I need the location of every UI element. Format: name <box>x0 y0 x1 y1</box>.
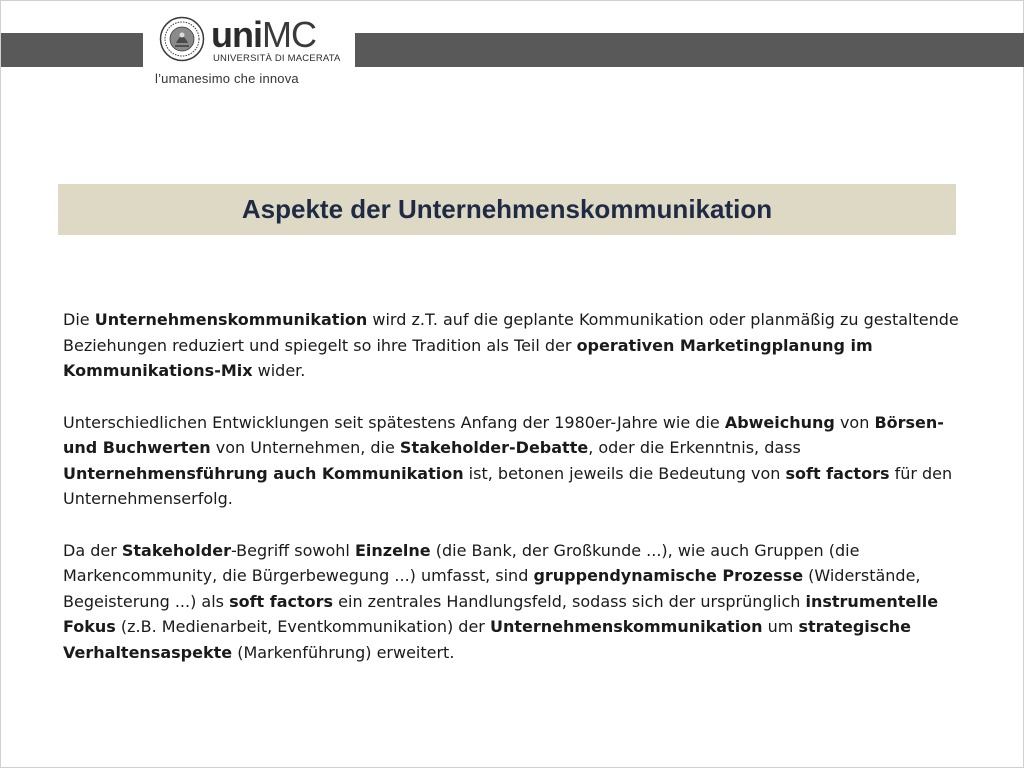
body-text: wider. <box>252 361 306 380</box>
body-text: (die Bank, der Großkunde ...), wie auch Gruppen (die Markencommunity, die Bürgerbewegung ...) umfasst, sind <box>63 540 860 585</box>
logo-wordmark <box>211 15 316 55</box>
emphasis-text: Einzelne <box>354 540 431 560</box>
emphasis-text: operativen Marketingplanung im Kommunikations-Mix <box>63 335 873 380</box>
body-paragraph-2 <box>63 410 963 512</box>
title-band <box>58 184 956 235</box>
body-text: Die <box>63 310 95 329</box>
emphasis-text: instrumentelle Fokus <box>63 591 939 636</box>
body-text: , oder die Erkenntnis, dass <box>588 438 801 457</box>
emphasis-text: Stakeholder <box>121 540 231 560</box>
body-text: von <box>834 412 875 432</box>
body-text: Unterschiedlichen Entwicklungen seit spätestens Anfang der 1980er-Jahre wie die <box>63 412 725 432</box>
body-text: (Widerstände, Begeisterung ...) als <box>63 566 921 611</box>
header-bar-left <box>1 33 143 67</box>
body-text: ist, betonen jeweils die Bedeutung von <box>463 463 786 483</box>
emphasis-text: soft factors <box>785 463 890 483</box>
emphasis-text: Unternehmensführung auch Kommunikation <box>63 463 464 483</box>
body-text: -Begriff sowohl <box>230 540 355 560</box>
university-name: UNIVERSITÀ DI MACERATA <box>213 53 341 64</box>
university-tagline: l’umanesimo che innova <box>155 71 299 86</box>
body-text: (z.B. Medienarbeit, Eventkommunikation) der <box>115 617 490 636</box>
emphasis-text: Unternehmenskommunikation <box>489 617 763 636</box>
slide-body <box>63 307 963 691</box>
emphasis-text: gruppendynamische Prozesse <box>533 566 804 585</box>
university-logo <box>151 13 347 89</box>
body-paragraph-3 <box>63 538 963 666</box>
body-text: für den Unternehmenserfolg. <box>63 463 953 508</box>
emphasis-text: Stakeholder-Debatte <box>399 438 589 457</box>
body-text: wird z.T. auf die geplante Kommunikation oder planmäßig zu gestaltende Beziehungen reduziert und spiegelt so ihre Tradition als Teil der <box>63 310 959 355</box>
header-bar-right <box>355 33 1024 67</box>
body-text: ein zentrales Handlungsfeld, sodass sich der ursprünglich <box>333 591 806 611</box>
emphasis-text: Unternehmenskommunikation <box>94 310 368 329</box>
body-text: (Markenführung) erweitert. <box>232 642 455 662</box>
body-text: um <box>762 617 799 636</box>
body-paragraph-1 <box>63 307 963 384</box>
emphasis-text: Abweichung <box>724 412 835 432</box>
emphasis-text: Börsen- und Buchwerten <box>63 412 944 457</box>
emphasis-text: strategische Verhaltensaspekte <box>63 617 912 662</box>
body-text: von Unternehmen, die <box>210 438 400 457</box>
emphasis-text: soft factors <box>229 591 334 611</box>
body-text: Da der <box>63 540 122 560</box>
university-seal-icon <box>159 16 205 62</box>
logo-accent-text: MC <box>261 14 316 55</box>
logo-main-text: uni <box>211 14 262 55</box>
slide-title: Aspekte der Unternehmenskommunikation <box>241 194 773 224</box>
